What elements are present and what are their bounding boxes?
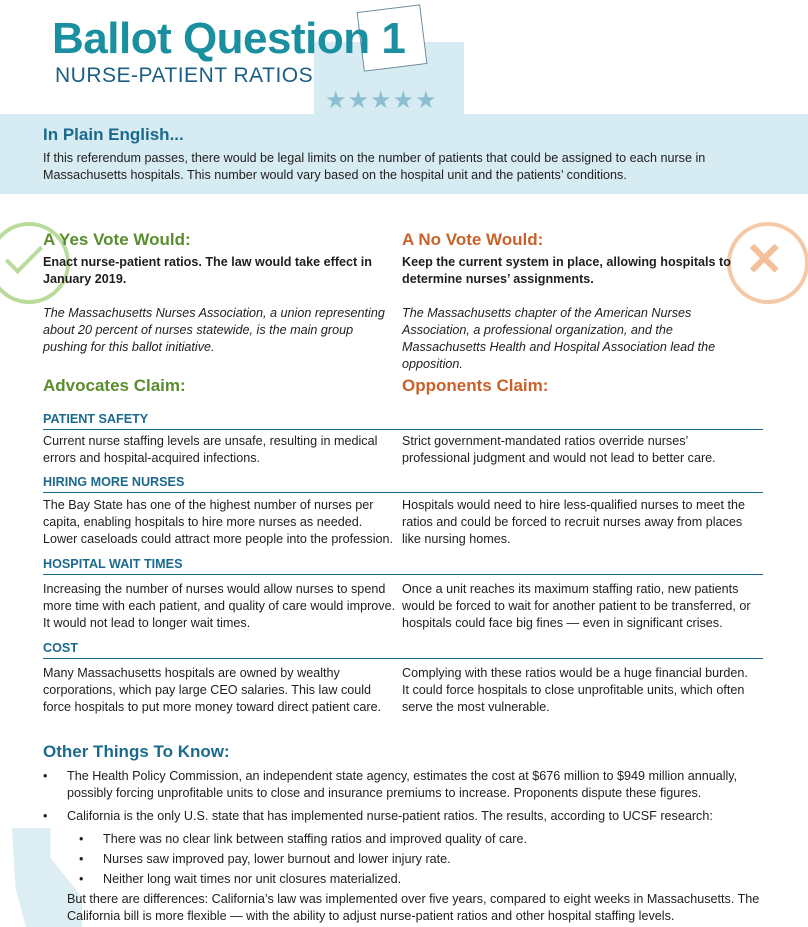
- opponents-claim-patient-safety: Strict government-mandated ratios override nurses’ professional judgment and would not lead to better care.: [402, 434, 716, 465]
- section-label-patient-safety: PATIENT SAFETY: [43, 412, 149, 426]
- advocates-heading: Advocates Claim:: [43, 376, 186, 395]
- other-things-list: [43, 768, 768, 925]
- section-divider: [43, 574, 763, 575]
- no-vote-text: Keep the current system in place, allowing hospitals to determine nurses’ assignments.: [402, 255, 731, 286]
- no-vote-note: The Massachusetts chapter of the American Nurses Association, a professional organization, and the Massachusetts Health and Hospital Association lead the opposition.: [402, 306, 716, 371]
- yes-vote-text: Enact nurse-patient ratios. The law would take effect in January 2019.: [43, 255, 372, 286]
- plain-english-text: If this referendum passes, there would be legal limits on the number of patients that could be assigned to each nurse in Massachusetts hospitals. This number would vary based on the hospital unit and the patients’ conditions.: [43, 151, 706, 182]
- advocates-claim-wait-times: Increasing the number of nurses would allow nurses to spend more time with each patient, and quality of care would improve. It would not lead to longer wait times.: [43, 582, 396, 630]
- sub-list-item: • Neither long wait times nor unit closures materialized.: [43, 871, 768, 888]
- page-title: Ballot Question 1: [52, 14, 406, 63]
- sub-list-item: • There was no clear link between staffing ratios and improved quality of care.: [43, 831, 768, 848]
- list-item: • California is the only U.S. state that has implemented nurse-patient ratios. The results, according to UCSF research:: [43, 808, 768, 825]
- page-subtitle: NURSE-PATIENT RATIOS: [55, 64, 314, 87]
- other-things-heading: Other Things To Know:: [43, 742, 230, 761]
- advocates-claim-cost: Many Massachusetts hospitals are owned by wealthy corporations, which pay large CEO salaries. This law could force hospitals to put more money toward direct patient care.: [43, 666, 382, 714]
- section-label-wait-times: HOSPITAL WAIT TIMES: [43, 557, 183, 571]
- section-divider: [43, 492, 763, 493]
- no-vote-heading: A No Vote Would:: [402, 230, 544, 249]
- x-mark-icon: ✕: [745, 233, 784, 285]
- yes-vote-note: The Massachusetts Nurses Association, a union representing about 20 percent of nurses statewide, is the main group pushing for this ballot initiative.: [43, 306, 385, 354]
- opponents-claim-hiring: Hospitals would need to hire less-qualified nurses to meet the ratios and could be forced to recruit nurses away from places like nursing homes.: [402, 498, 746, 546]
- opponents-claim-wait-times: Once a unit reaches its maximum staffing ratio, new patients would be forced to wait for another patient to be transferred, or hospitals could face big fines — even in significant crises.: [402, 582, 751, 630]
- yes-vote-heading: A Yes Vote Would:: [43, 230, 191, 249]
- opponents-claim-cost: Complying with these ratios would be a huge financial burden. It could force hospitals to close unprofitable units, which often serve the most vulnerable.: [402, 666, 748, 714]
- advocates-claim-hiring: The Bay State has one of the highest number of nurses per capita, enabling hospitals to hire more nurses as needed. Lower caseloads could attract more people into the profession.: [43, 498, 394, 546]
- opponents-heading: Opponents Claim:: [402, 376, 549, 395]
- section-label-hiring: HIRING MORE NURSES: [43, 475, 185, 489]
- advocates-claim-patient-safety: Current nurse staffing levels are unsafe, resulting in medical errors and hospital-acquired infections.: [43, 434, 378, 465]
- list-item: • The Health Policy Commission, an independent state agency, estimates the cost at $676 million to $949 million annually, possibly forcing unprofitable units to close and insurance premiums to increase. Proponents dispute these figures.: [43, 768, 768, 802]
- plain-english-heading: In Plain English...: [43, 125, 184, 144]
- sub-list-item: • Nurses saw improved pay, lower burnout and lower injury rate.: [43, 851, 768, 868]
- section-label-cost: COST: [43, 641, 78, 655]
- closing-paragraph: But there are differences: California’s law was implemented over five years, compared to eight weeks in Massachusetts. The California bill is more flexible — with the ability to adjust nurse-patient ratios and other hospital staffing levels.: [67, 892, 760, 923]
- section-divider: [43, 658, 763, 659]
- stars-decoration: ★★★★★: [325, 87, 438, 114]
- section-divider: [43, 429, 763, 430]
